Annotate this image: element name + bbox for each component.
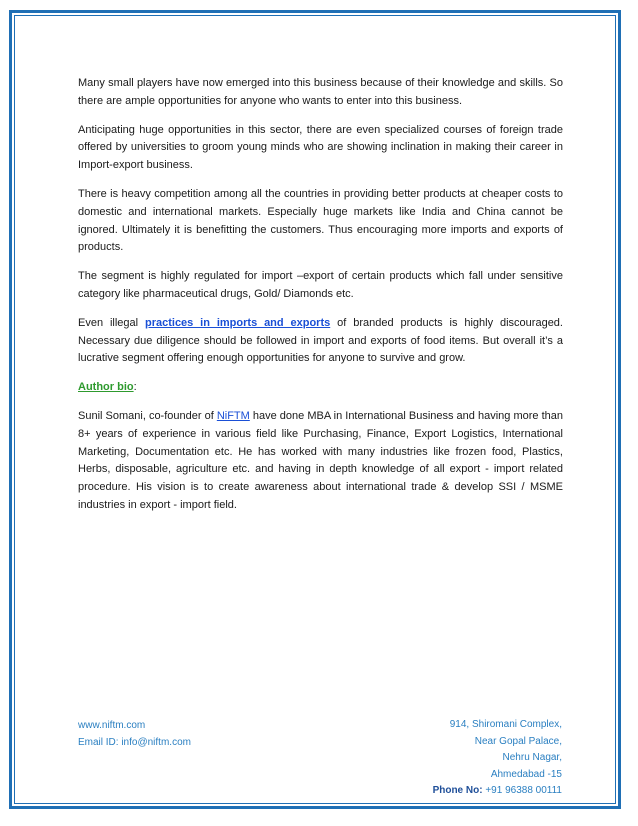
footer-email[interactable]: Email ID: info@niftm.com (78, 737, 191, 748)
footer-contact (78, 717, 191, 751)
footer-website[interactable]: www.niftm.com (78, 720, 146, 731)
author-bio-link[interactable]: Author bio (78, 381, 134, 394)
footer-phone (433, 783, 562, 800)
author-bio-colon: : (133, 381, 137, 394)
address-line-2: Near Gopal Palace, (474, 735, 562, 747)
imports-exports-link[interactable]: practices in imports and exports (144, 316, 331, 329)
niftm-link[interactable]: NiFTM (216, 409, 250, 422)
paragraph-5 (78, 315, 563, 368)
author-bio-heading (78, 379, 563, 397)
address-line-1: 914, Shiromani Complex, (449, 719, 562, 730)
document-body (78, 75, 563, 526)
paragraph-1: Many small players have now emerged into this business because of their knowledge and skills. So there are ample opportunities for anyone who wants to enter into this business. (78, 77, 563, 107)
footer-address (433, 717, 562, 800)
address-line-3: Nehru Nagar, (502, 752, 562, 763)
address-line-4: Ahmedabad -15 (490, 768, 562, 780)
paragraph-2: Anticipating huge opportunities in this sector, there are even specialized courses of foreign trade offered by universities to groom young minds who are showing inclination in making their career in Import-export business. (78, 123, 563, 172)
paragraph-3: There is heavy competition among all the countries in providing better products at cheaper costs to domestic and international markets. Especially huge markets like India and China cannot be ignored. Ultimately it is benefitting the customers. Thus encouraging more imports and exports of products. (78, 187, 563, 254)
author-bio-paragraph (78, 408, 563, 515)
phone-label: Phone No: (432, 785, 483, 796)
author-bio-text-end: have done MBA in International Business and having more than 8+ years of experience in various field like Purchasing, Finance, Export Logistics, International Marketing, Documentation etc. He has worked with many industries like frozen food, Plastics, Herbs, disposable, agriculture etc. and having in depth knowledge of all export - import related procedure. His vision is to create awareness about international trade & develop SSI / MSME industries in export - import field. (78, 409, 563, 511)
author-bio-text-start: Sunil Somani, co-founder of (78, 409, 217, 422)
paragraph-5-text-end: of branded products is highly discouraged. Necessary due diligence should be followed in import and exports of food items. But overall it’s a lucrative segment offering enough opportunities for anyone to survive and grow. (78, 316, 563, 365)
paragraph-5-text-start: Even illegal (78, 316, 145, 329)
paragraph-4: The segment is highly regulated for import –export of certain products which fall under sensitive category like pharmaceutical drugs, Gold/ Diamonds etc. (78, 270, 563, 300)
phone-number[interactable]: +91 96388 00111 (482, 785, 562, 796)
